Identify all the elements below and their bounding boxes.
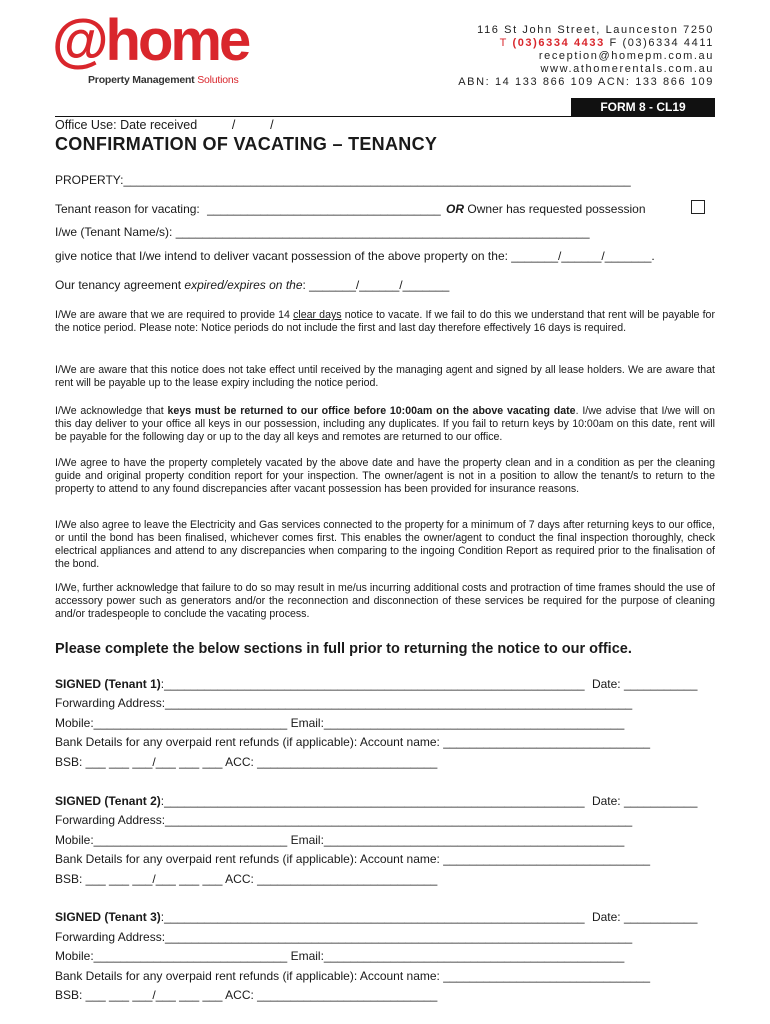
logo-tagline: Property Management Solutions (88, 74, 239, 86)
form-code-badge: FORM 8 - CL19 (571, 98, 715, 116)
vacating-reason-label: Tenant reason for vacating: (55, 202, 200, 216)
address-phone-fax: T (03)6334 4433 F (03)6334 4411 (499, 37, 714, 49)
tenant-3-signed-row[interactable]: SIGNED (Tenant 3):_______________________________________________________________ Date: ___________ (55, 910, 698, 924)
office-use-date-received: Office Use: Date received / / (55, 118, 274, 132)
tenant-3-contact-row[interactable]: Mobile:_____________________________ Email:_____________________________________________ (55, 949, 625, 963)
address-abn: ABN: 14 133 866 109 ACN: 133 866 109 (458, 76, 714, 88)
keys-return-paragraph: I/We acknowledge that keys must be returned to our office before 10:00am on the above vacating date. I/we advise that I/we will on this day deliver to your office all keys in our possession, including any duplicates. If you fail to return keys by 10:00am on this date, rent will be payable for the following day or up to the day all keys and remotes are returned to our office. (55, 405, 715, 443)
vacating-reason-field[interactable]: ___________________________________ (207, 202, 441, 216)
additional-costs-paragraph: I/We, further acknowledge that failure to do so may result in me/us incurring additional costs and protraction of time frames should the use of accessory power such as generators and/or the reconnection and disconnection of these services be required for the purpose of cleaning and/or tradespeople to conclude the vacating process. (55, 582, 715, 620)
notice-period-paragraph: I/We are aware that we are required to provide 14 clear days notice to vacate. If we fail to do this we understand that rent will be payable for the notice period. Please note: Notice periods do not include the first and last day therefore effectively 16 days is required. (55, 309, 715, 334)
property-vacated-paragraph: I/We agree to have the property completely vacated by the above date and have the property clean and in a condition as per the cleaning guide and original property condition report for your inspection. The owner/agent is not in a position to allow the tenant/s to return to the property to attend to any found discrepancies after vacant possession has been provided for insurance reasons. (55, 457, 715, 495)
owner-possession-label: Owner has requested possession (467, 202, 646, 216)
address-website: www.athomerentals.com.au (540, 63, 714, 75)
tenant-1-contact-row[interactable]: Mobile:_____________________________ Email:_____________________________________________ (55, 716, 625, 730)
tenant-names-field[interactable]: I/we (Tenant Name/s): ______________________________________________________________ (55, 225, 590, 239)
notice-effect-paragraph: I/We are aware that this notice does not take effect until received by the managing agent and signed by all lease holders. We are aware that rent will be payable up to the lease expiry including the notice period. (55, 364, 715, 389)
tenant-2-forwarding-address[interactable]: Forwarding Address:______________________________________________________________________ (55, 813, 633, 827)
tenant-3-bsb-acc[interactable]: BSB: ___ ___ ___/___ ___ ___ ACC: ___________________________ (55, 988, 438, 1002)
tenant-1-bsb-acc[interactable]: BSB: ___ ___ ___/___ ___ ___ ACC: ___________________________ (55, 755, 438, 769)
vacating-reason-row (55, 202, 646, 216)
tenant-3-bank-details[interactable]: Bank Details for any overpaid rent refunds (if applicable): Account name: _______________________________ (55, 969, 651, 983)
tenant-2-contact-row[interactable]: Mobile:_____________________________ Email:_____________________________________________ (55, 833, 625, 847)
logo-wordmark: @home (52, 8, 249, 73)
tenant-1-forwarding-address[interactable]: Forwarding Address:______________________________________________________________________ (55, 696, 633, 710)
header-divider (55, 116, 715, 117)
complete-sections-heading: Please complete the below sections in full prior to returning the notice to our office. (55, 641, 632, 657)
property-field[interactable]: PROPERTY:____________________________________________________________________________ (55, 173, 631, 187)
company-logo (52, 8, 292, 92)
vacant-possession-date-field[interactable]: give notice that I/we intend to deliver vacant possession of the above property on the: _______/______/_______. (55, 249, 655, 263)
address-street: 116 St John Street, Launceston 7250 (477, 24, 714, 36)
tenant-1-signed-row[interactable]: SIGNED (Tenant 1):_______________________________________________________________ Date: ___________ (55, 677, 698, 691)
company-address-block (458, 24, 714, 89)
tenant-1-bank-details[interactable]: Bank Details for any overpaid rent refunds (if applicable): Account name: _______________________________ (55, 735, 651, 749)
tenant-2-signed-row[interactable]: SIGNED (Tenant 2):_______________________________________________________________ Date: ___________ (55, 794, 698, 808)
owner-possession-checkbox[interactable] (691, 200, 705, 214)
tenant-3-forwarding-address[interactable]: Forwarding Address:______________________________________________________________________ (55, 930, 633, 944)
or-label: OR (446, 202, 465, 216)
page-title: CONFIRMATION OF VACATING – TENANCY (55, 134, 438, 154)
tenant-2-bank-details[interactable]: Bank Details for any overpaid rent refunds (if applicable): Account name: _______________________________ (55, 852, 651, 866)
utilities-paragraph: I/We also agree to leave the Electricity and Gas services connected to the property for a minimum of 7 days after returning keys to our office, or until the bond has been finalised, whichever comes first. This enables the owner/agent to conduct the final inspection thoroughly, check electrical appliances and attend to any discrepancies when comparing to the ingoing Condition Report as required prior to the finalisation of the bond. (55, 519, 715, 570)
tenant-2-bsb-acc[interactable]: BSB: ___ ___ ___/___ ___ ___ ACC: ___________________________ (55, 872, 438, 886)
address-email: reception@homepm.com.au (538, 50, 714, 62)
tenancy-expiry-row[interactable]: Our tenancy agreement expired/expires on the: _______/______/_______ (55, 278, 450, 292)
